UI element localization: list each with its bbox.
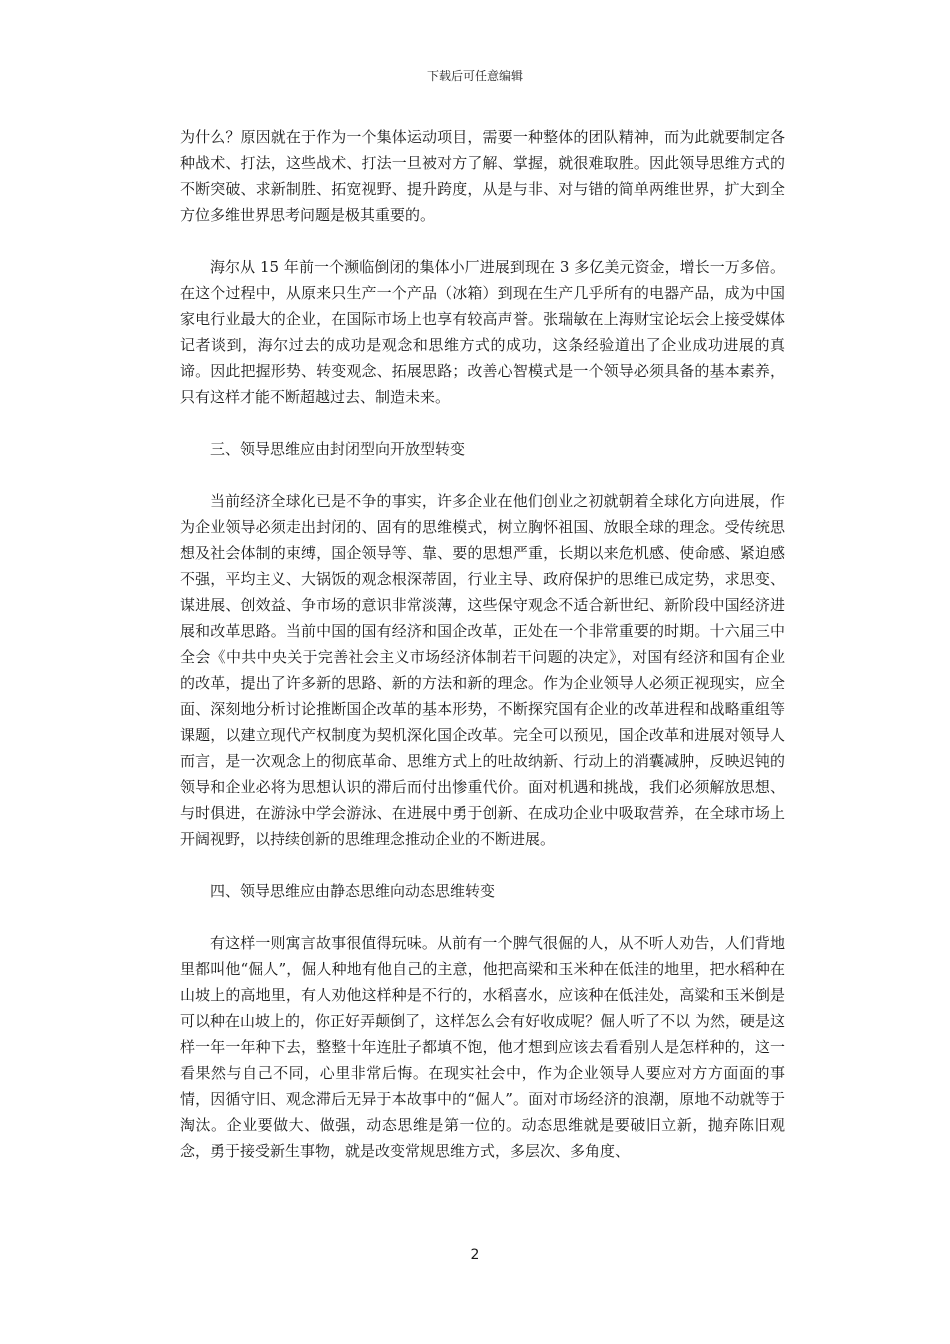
section-heading: 三、领导思维应由封闭型向开放型转变 xyxy=(210,440,466,458)
paragraph: 当前经济全球化已是不争的事实，许多企业在他们创业之初就朝着全球化方向进展，作为企业领导必须走出封闭的、固有的思维模式，树立胸怀祖国、放眼全球的理念。受传统思想及社会体制的束缚，国企领导等、靠、要的思想严重，长期以来危机感、使命感、紧迫感不强，平均主义、大锅饭的观念根深蒂固，行业主导、政府保护的思维已成定势，求思变、谋进展、创效益、争市场的意识非常淡薄，这些保守观念不适合新世纪、新阶段中国经济进展和改革思路。当前中国的国有经济和国企改革，正处在一个非常重要的时期。十六届三中全会《中共中央关于完善社会主义市场经济体制若干问题的决定》，对国有经济和国有企业的改革，提出了许多新的思路、新的方法和新的理念。作为企业领导人必须正视现实，应全面、深刻地分析讨论推断国企改革的基本形势，不断探究国有企业的改革进程和战略重组等课题，以建立现代产权制度为契机深化国企改革。完全可以预见，国企改革和进展对领导人而言，是一次观念上的彻底革命、思维方式上的吐故纳新、行动上的消囊减肿，反映迟钝的领导和企业必将为思想认识的滞后而付出惨重代价。面对机遇和挑战，我们必须解放思想、与时俱进，在游泳中学会游泳、在进展中勇于创新、在成功企业中吸取营养，在全球市场上开阔视野，以持续创新的思维理念推动企业的不断进展。 xyxy=(180,492,785,848)
page-header: 下载后可任意编辑 xyxy=(426,69,523,83)
paragraph: 海尔从 15 年前一个濒临倒闭的集体小厂进展到现在 3 多亿美元资金，增长一万多倍。在这个过程中，从原来只生产一个产品（冰箱）到现在生产几乎所有的电器产品，成为中国家电行业最大的企业，在国际市场上也享有较高声誉。张瑞敏在上海财宝论坛会上接受媒体记者谈到，海尔过去的成功是观念和思维方式的成功，这条经验道出了企业成功进展的真谛。因此把握形势、转变观念、拓展思路；改善心智模式是一个领导必须具备的基本素养，只有这样才能不断超越过去、制造未来。 xyxy=(180,258,785,406)
paragraph: 有这样一则寓言故事很值得玩味。从前有一个脾气很倔的人，从不听人劝告，人们背地里都叫他“倔人”，倔人种地有他自己的主意，他把高梁和玉米种在低洼的地里，把水稻种在山坡上的高地里，有人劝他这样种是不行的，水稻喜水，应该种在低洼处，高粱和玉米倒是可以种在山坡上的，你正好弄颠倒了，这样怎么会有好收成呢？倔人听了不以 为然，硬是这样一年一年种下去，整整十年连肚子都填不饱，他才想到应该去看看别人是怎样种的，这一看果然与自己不同，心里非常后悔。在现实社会中，作为企业领导人要应对方方面面的事情，因循守旧、观念滞后无异于本故事中的“倔人”。面对市场经济的浪潮，原地不动就等于淘汰。企业要做大、做强，动态思维是第一位的。动态思维就是要破旧立新，抛弃陈旧观念，勇于接受新生事物，就是改变常规思维方式，多层次、多角度、 xyxy=(180,934,785,1160)
document-body xyxy=(180,124,785,1190)
paragraph: 为什么？原因就在于作为一个集体运动项目，需要一种整体的团队精神，而为此就要制定各种战术、打法，这些战术、打法一旦被对方了解、掌握，就很难取胜。因此领导思维方式的不断突破、求新制胜、拓宽视野、提升跨度，从是与非、对与错的简单两维世界，扩大到全方位多维世界思考问题是极其重要的。 xyxy=(180,128,785,224)
page-number: 2 xyxy=(470,1247,480,1263)
section-heading: 四、领导思维应由静态思维向动态思维转变 xyxy=(210,882,496,900)
